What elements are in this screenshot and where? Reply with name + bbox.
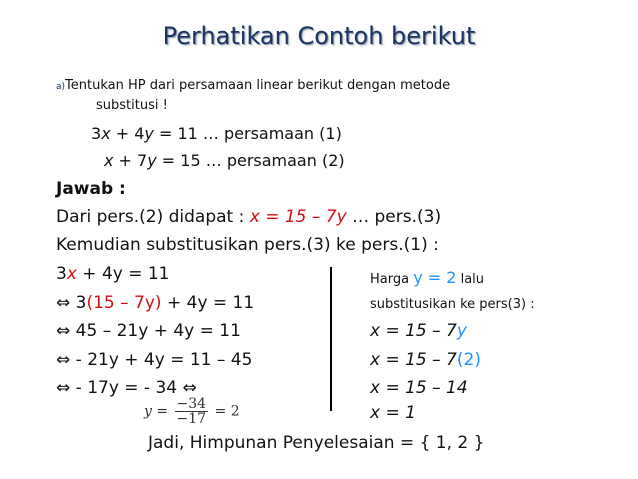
question-line-2: substitusi ! [96, 98, 168, 113]
jawab-heading: Jawab : [56, 179, 126, 199]
slide-title: Perhatikan Contoh berikut [162, 22, 476, 50]
fraction [175, 397, 209, 426]
left-step-2-c: + 4y = 11 [161, 293, 255, 313]
right-step-5: x = 15 – 14 [370, 378, 468, 398]
fraction-rhs: = 2 [214, 403, 240, 420]
equiv-arrow-icon: ⇔ [56, 378, 71, 398]
left-step-2-a: 3 [70, 293, 87, 313]
fraction-denominator: −17 [176, 411, 207, 427]
right-step-1 [370, 268, 484, 287]
left-step-3 [56, 321, 241, 341]
right-step-4-blue: (2) [456, 350, 481, 370]
left-step-5-a: - 17y = - 34 [70, 378, 183, 398]
right-step-4 [370, 350, 481, 370]
left-step-4-a: - 21y + 4y = 11 – 45 [70, 350, 253, 370]
question-text-1: Tentukan HP dari persamaan linear berikut dengan metode [65, 78, 451, 93]
equiv-arrow-icon: ⇔ [56, 350, 71, 370]
step-substitusi: Kemudian substitusikan pers.(3) ke pers.(1) : [56, 235, 439, 255]
equation-2 [104, 151, 345, 170]
right-step-2: substitusikan ke pers(3) : [370, 297, 535, 312]
step-pers3-red: x = 15 – 7y [249, 207, 347, 227]
eq1-coef: 3 [91, 124, 102, 143]
eq1-rest: = 11 … persamaan (1) [153, 124, 342, 143]
left-step-1-coef: 3 [56, 264, 67, 284]
right-step-3-blue: y [456, 321, 467, 341]
right-step-3-a: x = 15 – 7 [370, 321, 457, 341]
left-step-2-red: (15 – 7y) [86, 293, 162, 313]
conclusion: Jadi, Himpunan Penyelesaian = { 1, 2 } [148, 433, 485, 453]
right-step-3 [370, 321, 467, 341]
equation-1 [91, 124, 342, 143]
eq2-mid: + 7 [113, 151, 148, 170]
eq2-var-y: y [147, 151, 157, 170]
fraction-numerator: −34 [176, 396, 207, 412]
eq1-mid: + 4 [110, 124, 145, 143]
column-divider [330, 267, 332, 411]
equiv-arrow-icon: ⇔ [56, 293, 71, 313]
left-step-2 [56, 293, 254, 313]
right-step-1-blue: y = 2 [413, 268, 457, 287]
step-pers3-prefix: Dari pers.(2) didapat : [56, 207, 250, 227]
question-line-1 [56, 74, 450, 93]
eq1-var-y: y [144, 124, 154, 143]
eq2-var-x: x [104, 151, 114, 170]
eq2-rest: = 15 … persamaan (2) [156, 151, 345, 170]
fraction-lhs: y = [144, 403, 169, 420]
left-step-1-x: x [66, 264, 77, 284]
eq1-var-x: x [101, 124, 111, 143]
step-pers3 [56, 207, 441, 227]
right-step-1-c: lalu [456, 272, 485, 287]
right-step-6: x = 1 [370, 403, 416, 423]
equiv-arrow-icon: ⇔ [56, 321, 71, 341]
left-step-3-a: 45 – 21y + 4y = 11 [70, 321, 241, 341]
step-pers3-suffix: … pers.(3) [346, 207, 442, 227]
right-step-4-a: x = 15 – 7 [370, 350, 457, 370]
left-step-1 [56, 264, 170, 284]
right-step-1-a: Harga [370, 272, 414, 287]
bullet-a: a) [56, 82, 66, 92]
fraction-equation [144, 397, 240, 426]
left-step-4 [56, 350, 252, 370]
equiv-arrow-icon: ⇔ [182, 378, 197, 398]
left-step-5 [56, 378, 197, 398]
left-step-1-rest: + 4y = 11 [76, 264, 170, 284]
